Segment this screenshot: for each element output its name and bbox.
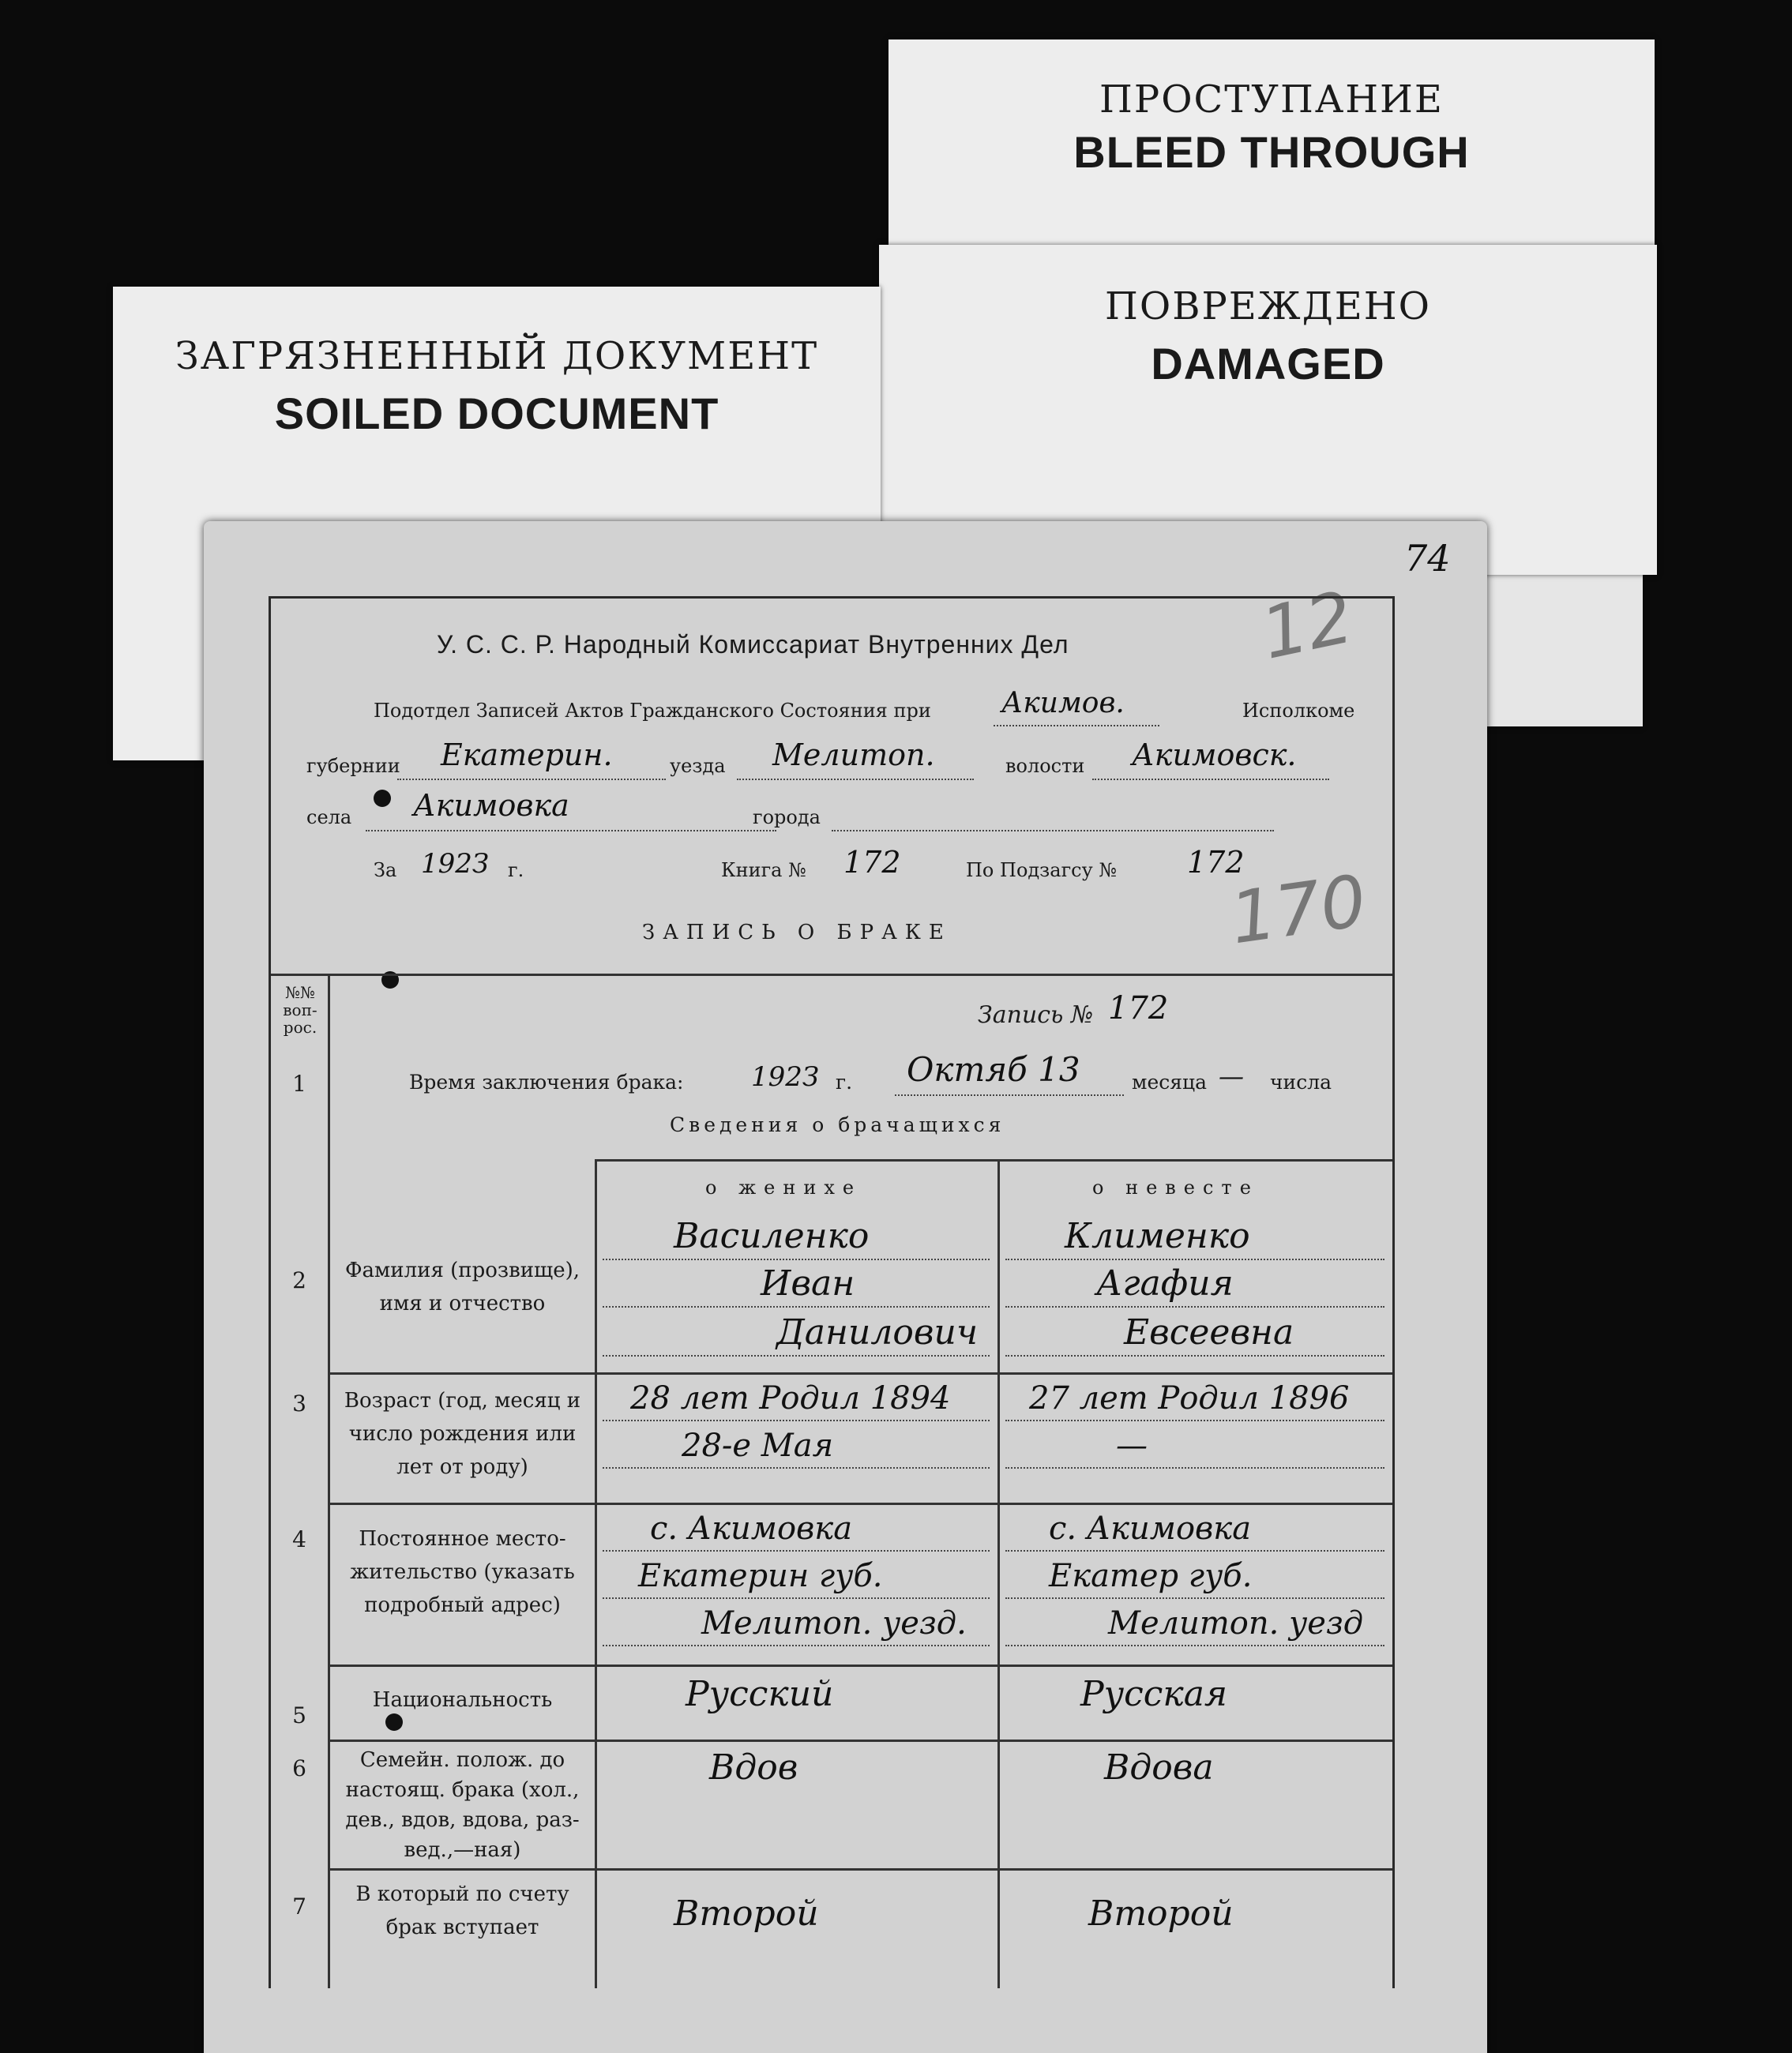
groom-surname: Василенко xyxy=(674,1216,870,1256)
groom-patronymic: Данилович xyxy=(776,1312,979,1353)
q1-year-suffix: г. xyxy=(836,1071,853,1094)
bride-address-line xyxy=(1005,1597,1384,1599)
bride-age-line xyxy=(1005,1420,1384,1421)
zapis-label: Запись № xyxy=(978,1001,1094,1029)
subdept-label: Подотдел Записей Актов Гражданского Состояния при xyxy=(374,700,931,722)
selo-value: Акимовка xyxy=(413,788,569,823)
damaged-en: DAMAGED xyxy=(1151,339,1385,388)
volost-label: волости xyxy=(1005,755,1085,777)
q2-number: 2 xyxy=(292,1267,306,1293)
bride-name-line xyxy=(1005,1355,1384,1357)
bride-address-uezd: Мелитоп. уезд xyxy=(1108,1605,1364,1642)
label-column-rule xyxy=(595,1159,597,1988)
bride-address-line xyxy=(1005,1645,1384,1646)
soiled-document-en: SOILED DOCUMENT xyxy=(274,388,719,438)
groom-marriage-count: Второй xyxy=(674,1893,819,1934)
q5-label: Национальность xyxy=(372,1688,553,1712)
bleed-through-ru: ПРОСТУПАНИЕ xyxy=(1099,77,1444,122)
zapis-value: 172 xyxy=(1108,990,1169,1026)
kniga-label: Книга № xyxy=(721,859,806,881)
year-suffix: г. xyxy=(508,859,524,881)
bride-marriage-count: Второй xyxy=(1088,1893,1234,1934)
bride-address-village: с. Акимовка xyxy=(1049,1511,1252,1547)
q6-number: 6 xyxy=(292,1755,306,1781)
row-rule xyxy=(328,1503,1392,1505)
q7-label: В который по счету брак вступает xyxy=(355,1882,569,1939)
groom-marital-status: Вдов xyxy=(709,1747,798,1788)
bride-name-line xyxy=(1005,1306,1384,1308)
gubernia-value: Екатерин. xyxy=(441,738,613,772)
groom-column-header: о женихе xyxy=(705,1177,862,1199)
bleed-through-en: BLEED THROUGH xyxy=(1073,127,1470,177)
row-rule xyxy=(328,1372,1392,1375)
gorod-label: города xyxy=(753,806,821,828)
groom-name-line xyxy=(603,1306,990,1308)
za-label: За xyxy=(374,859,397,881)
groom-address-gubernia: Екатерин губ. xyxy=(638,1558,883,1594)
bride-surname: Клименко xyxy=(1065,1216,1250,1256)
uezd-label: уезда xyxy=(670,755,726,777)
year-value: 192З xyxy=(421,848,490,880)
q6-label: Семейн. полож. до настоящ. брака (хол., дев., вдов, вдова, раз- вед.,—ная) xyxy=(345,1748,580,1862)
bride-first-name: Агафия xyxy=(1096,1263,1234,1304)
record-title: ЗАПИСЬ О БРАКЕ xyxy=(642,921,952,944)
svedeniya-heading: Сведения о брачащихся xyxy=(670,1113,1005,1136)
selo-line xyxy=(366,830,776,831)
groom-address-uezd: Мелитоп. уезд. xyxy=(701,1605,967,1642)
gorod-line xyxy=(832,830,1274,831)
bride-address-gubernia: Екатер губ. xyxy=(1049,1558,1253,1594)
q2-label: Фамилия (прозвище), имя и отчество xyxy=(344,1259,580,1315)
kniga-value: 172 xyxy=(843,845,901,880)
row-rule xyxy=(328,1868,1392,1871)
damaged-ru: ПОВРЕЖДЕНО xyxy=(1104,284,1432,328)
bride-name-line xyxy=(1005,1259,1384,1260)
bride-nationality: Русская xyxy=(1080,1674,1228,1714)
groom-address-line xyxy=(603,1550,990,1552)
question-number-header: №№ воп- рос. xyxy=(283,983,317,1037)
q1-number: 1 xyxy=(292,1071,306,1097)
row-rule xyxy=(328,1665,1392,1667)
q1-month-value: Октяб 13 xyxy=(907,1050,1080,1089)
gubernia-label: губернии xyxy=(306,755,400,777)
gubernia-line xyxy=(397,779,666,780)
uezd-line xyxy=(737,779,974,780)
groom-age: 28 лет Родил 1894 xyxy=(630,1380,951,1417)
q3-number: 3 xyxy=(292,1391,306,1417)
bride-patronymic: Евсеевна xyxy=(1124,1312,1294,1353)
bride-column-header: о невесте xyxy=(1092,1177,1259,1199)
podzags-value: 172 xyxy=(1187,845,1245,880)
podzags-label: По Подзагсу № xyxy=(966,859,1118,881)
q1-label: Время заключения брака: xyxy=(409,1071,684,1094)
bride-age-line xyxy=(1005,1467,1384,1469)
form-header: У. С. С. Р. Народный Комиссариат Внутренних Дел xyxy=(437,630,1069,659)
selo-label: села xyxy=(306,806,352,828)
groom-address-village: с. Акимовка xyxy=(650,1511,853,1547)
bride-birth-date: — xyxy=(1116,1428,1148,1464)
q4-label: Постоянное место- жительство (указать подробный адрес) xyxy=(350,1527,575,1617)
bride-address-line xyxy=(1005,1550,1384,1552)
q5-number: 5 xyxy=(292,1702,306,1728)
uezd-value: Мелитоп. xyxy=(772,738,935,772)
q4-number: 4 xyxy=(292,1526,306,1552)
soiled-document-ru: ЗАГРЯЗНЕННЫЙ ДОКУМЕНТ xyxy=(175,334,819,378)
corner-folio-number: 74 xyxy=(1404,537,1451,580)
pencil-mark-12: 12 xyxy=(1254,576,1361,676)
q1-month-label: месяца xyxy=(1132,1071,1207,1094)
q1-day-label: числа xyxy=(1270,1071,1332,1094)
q1-month-line xyxy=(895,1094,1124,1096)
volost-line xyxy=(1092,779,1329,780)
q7-number: 7 xyxy=(292,1893,306,1920)
q3-label: Возраст (год, месяц и число рождения или лет от роду) xyxy=(344,1389,581,1479)
groom-address-line xyxy=(603,1597,990,1599)
groom-bride-rule xyxy=(997,1159,1000,1988)
groom-birth-date: 28-е Мая xyxy=(682,1428,834,1464)
groom-address-line xyxy=(603,1645,990,1646)
ispolkom-suffix: Исполкоме xyxy=(1242,700,1355,722)
groom-name-line xyxy=(603,1355,990,1357)
table-top-rule xyxy=(271,974,1392,976)
marriage-record-sheet xyxy=(204,521,1487,2053)
q1-day-value: — xyxy=(1219,1061,1244,1091)
groom-age-line xyxy=(603,1467,990,1469)
pencil-mark-170: 170 xyxy=(1225,859,1372,961)
bride-marital-status: Вдова xyxy=(1104,1747,1214,1788)
form-frame xyxy=(269,596,1395,1988)
q1-year: 192З xyxy=(751,1061,820,1093)
volost-value: Акимовск. xyxy=(1132,738,1297,772)
groom-first-name: Иван xyxy=(761,1263,855,1304)
groom-age-line xyxy=(603,1420,990,1421)
ispolkom-value: Акимов. xyxy=(1001,687,1125,719)
bride-age: 27 лет Родил 1896 xyxy=(1029,1380,1350,1417)
groom-name-line xyxy=(603,1259,990,1260)
groom-nationality: Русский xyxy=(686,1674,834,1714)
subhead-rule xyxy=(595,1159,1392,1162)
row-rule xyxy=(328,1740,1392,1742)
ispolkom-line xyxy=(994,725,1159,726)
